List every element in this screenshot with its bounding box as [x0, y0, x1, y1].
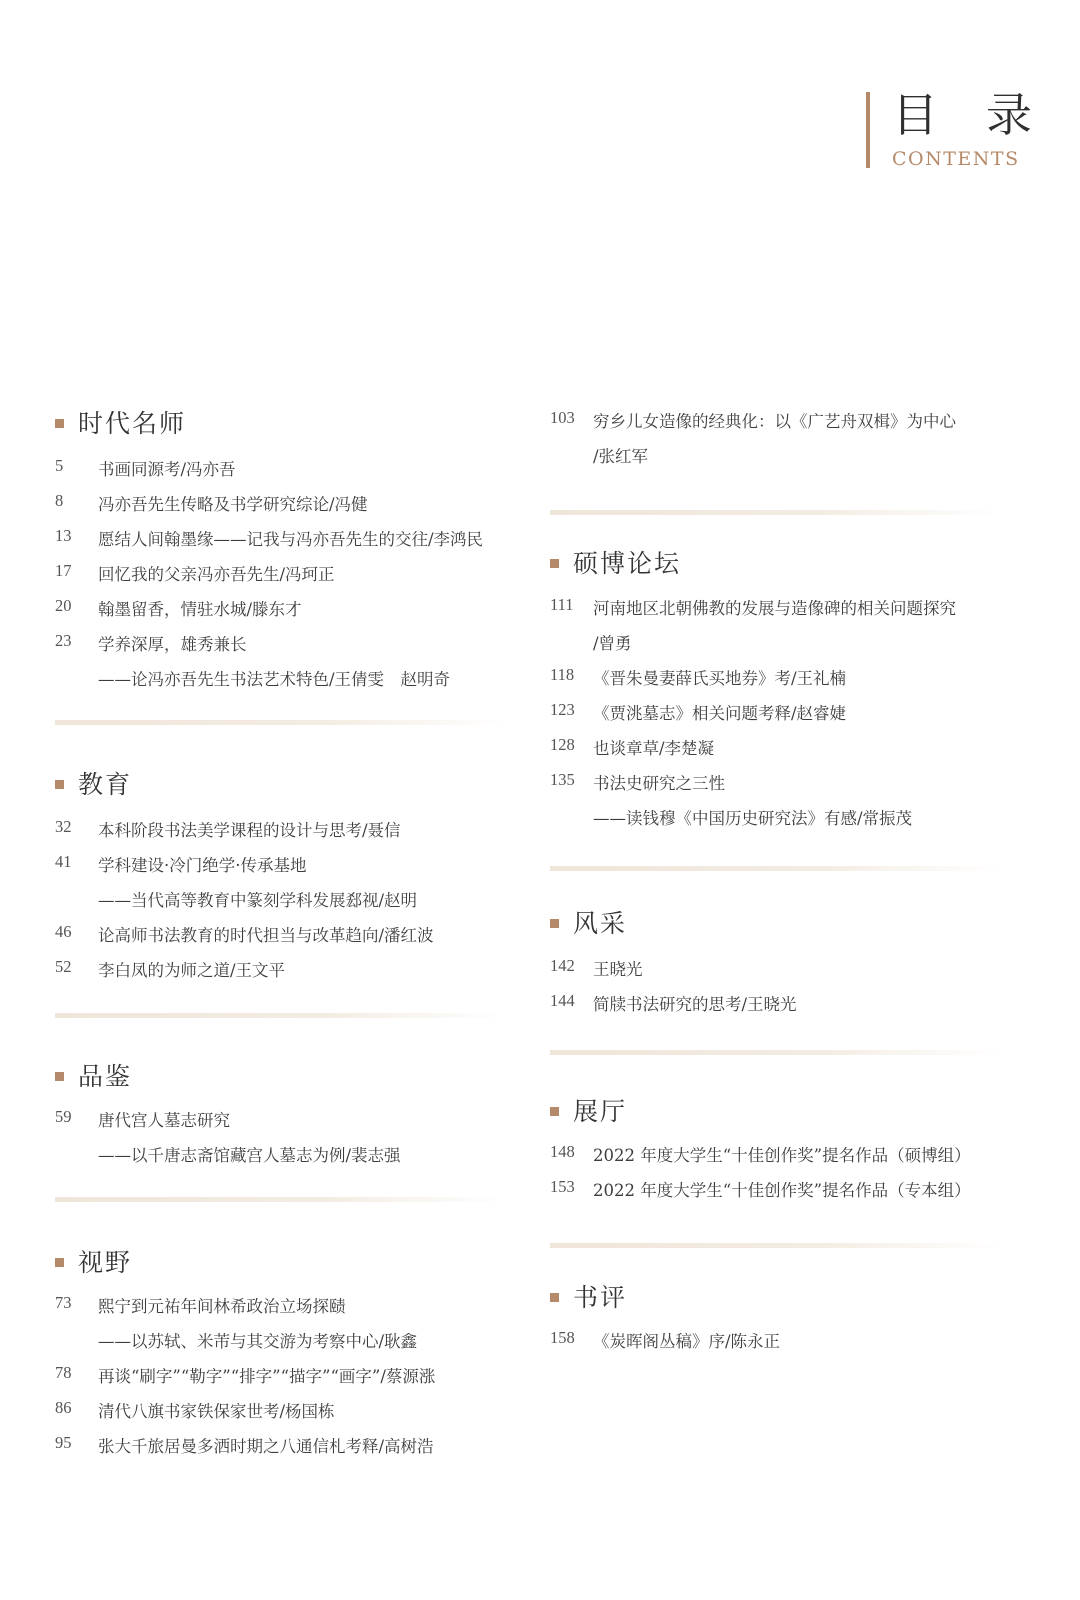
section-vision: [55, 1245, 525, 1465]
page-number: 59: [55, 1107, 72, 1126]
section-divider: [550, 510, 1000, 515]
entry-title: 唐代宫人墓志研究: [98, 1111, 230, 1130]
entry-subtitle: /张红军: [593, 447, 649, 466]
section-divider: [550, 1243, 1000, 1248]
entry-title: 《晋朱曼妻薛氏买地券》考/王礼楠: [593, 669, 847, 688]
section-title: 视野: [78, 1248, 133, 1277]
section-marker-icon: [550, 1293, 559, 1302]
entry-title: 本科阶段书法美学课程的设计与思考/聂信: [98, 821, 401, 840]
entry-title: 2022 年度大学生“十佳创作奖”提名作品（专本组）: [593, 1181, 971, 1200]
entry-title: 翰墨留香，情驻水城/滕东才: [98, 600, 302, 619]
entry-title: 再谈“刷字”“勒字”“排字”“描字”“画字”/蔡源涨: [98, 1367, 436, 1386]
page-number: 111: [550, 595, 574, 614]
page-number: 8: [55, 491, 64, 510]
section-title: 书评: [573, 1283, 628, 1312]
entry-title: 穷乡儿女造像的经典化：以《广艺舟双楫》为中心: [593, 412, 956, 431]
page-number: 13: [55, 526, 72, 545]
entry-title: 学养深厚，雄秀兼长: [98, 635, 247, 654]
section-title: 品鉴: [78, 1062, 133, 1091]
page-number: 148: [550, 1142, 575, 1161]
section-continued: [550, 408, 1020, 478]
section-marker-icon: [55, 1258, 64, 1267]
entry-title: 2022 年度大学生“十佳创作奖”提名作品（硕博组）: [593, 1146, 971, 1165]
entry-subtitle: ——论冯亦吾先生书法艺术特色/王倩雯 赵明奇: [98, 670, 451, 689]
entry-title: 熙宁到元祐年间林希政治立场探赜: [98, 1297, 346, 1316]
section-divider: [550, 1050, 1000, 1055]
page-number: 95: [55, 1433, 72, 1452]
entry-title: 学科建设·冷门绝学·传承基地: [98, 856, 307, 875]
page-number: 103: [550, 408, 575, 427]
section-divider: [55, 720, 505, 725]
header-accent-bar: [866, 92, 870, 168]
entry-title: 《贾洮墓志》相关问题考释/赵睿婕: [593, 704, 847, 723]
page-number: 52: [55, 957, 72, 976]
page-subtitle: CONTENTS: [892, 148, 1020, 170]
page-number: 123: [550, 700, 575, 719]
section-profile: [550, 906, 1020, 1016]
entry-title: 回忆我的父亲冯亦吾先生/冯珂正: [98, 565, 335, 584]
page-number: 23: [55, 631, 72, 650]
section-appreciation: [55, 1059, 515, 1169]
entry-title: 《炭晖阁丛稿》序/陈永正: [593, 1332, 781, 1351]
page-number: 86: [55, 1398, 72, 1417]
page-number: 128: [550, 735, 575, 754]
entry-title: 王晓光: [593, 960, 643, 979]
entry-title: 书画同源考/冯亦吾: [98, 460, 236, 479]
section-graduate-forum: [550, 546, 1020, 836]
entry-title: 清代八旗书家铁保家世考/杨国栋: [98, 1402, 335, 1421]
section-marker-icon: [55, 780, 64, 789]
entry-title: 冯亦吾先生传略及书学研究综论/冯健: [98, 495, 368, 514]
entry-title: 也谈章草/李楚凝: [593, 739, 715, 758]
entry-title: 简牍书法研究的思考/王晓光: [593, 995, 797, 1014]
page-number: 46: [55, 922, 72, 941]
section-title: 展厅: [573, 1097, 628, 1126]
title-char-2: 录: [986, 88, 1032, 142]
section-title: 风采: [573, 909, 628, 938]
page-number: 135: [550, 770, 575, 789]
entry-title: 张大千旅居曼多洒时期之八通信札考释/高树浩: [98, 1437, 434, 1456]
section-title: 教育: [78, 770, 133, 799]
entry-title: 论高师书法教育的时代担当与改革趋向/潘红波: [98, 926, 434, 945]
entry-title: 书法史研究之三性: [593, 774, 725, 793]
page-number: 5: [55, 456, 64, 475]
entry-subtitle: /曾勇: [593, 634, 632, 653]
entry-title: 愿结人间翰墨缘——记我与冯亦吾先生的交往/李鸿民: [98, 530, 484, 549]
section-divider: [55, 1013, 505, 1018]
page-number: 78: [55, 1363, 72, 1382]
section-marker-icon: [550, 559, 559, 568]
entry-title: 李白凤的为师之道/王文平: [98, 961, 286, 980]
entry-subtitle: ——当代高等教育中篆刻学科发展郄视/赵明: [98, 891, 418, 910]
page-number: 144: [550, 991, 575, 1010]
page-number: 32: [55, 817, 72, 836]
page-number: 158: [550, 1328, 575, 1347]
section-divider: [55, 1197, 505, 1202]
section-book-review: [550, 1280, 1020, 1360]
page-title: [892, 88, 1032, 142]
page-number: 41: [55, 852, 72, 871]
section-divider: [550, 866, 1000, 871]
section-marker-icon: [550, 1107, 559, 1116]
section-title: 时代名师: [78, 409, 187, 438]
page-number: 20: [55, 596, 72, 615]
entry-subtitle: ——以苏轼、米芾与其交游为考察中心/耿鑫: [98, 1332, 418, 1351]
title-char-1: 目: [892, 88, 938, 142]
entry-subtitle: ——读钱穆《中国历史研究法》有感/常振茂: [593, 809, 913, 828]
section-marker-icon: [550, 919, 559, 928]
page-number: 142: [550, 956, 575, 975]
section-gallery: [550, 1094, 1020, 1204]
entry-title: 河南地区北朝佛教的发展与造像碑的相关问题探究: [593, 599, 956, 618]
page-number: 17: [55, 561, 72, 580]
section-marker-icon: [55, 419, 64, 428]
section-masters: [55, 406, 515, 696]
page-number: 73: [55, 1293, 72, 1312]
page-number: 153: [550, 1177, 575, 1196]
section-marker-icon: [55, 1072, 64, 1081]
entry-subtitle: ——以千唐志斋馆藏宫人墓志为例/裴志强: [98, 1146, 401, 1165]
section-title: 硕博论坛: [573, 549, 682, 578]
section-education: [55, 767, 515, 987]
page-number: 118: [550, 665, 575, 684]
